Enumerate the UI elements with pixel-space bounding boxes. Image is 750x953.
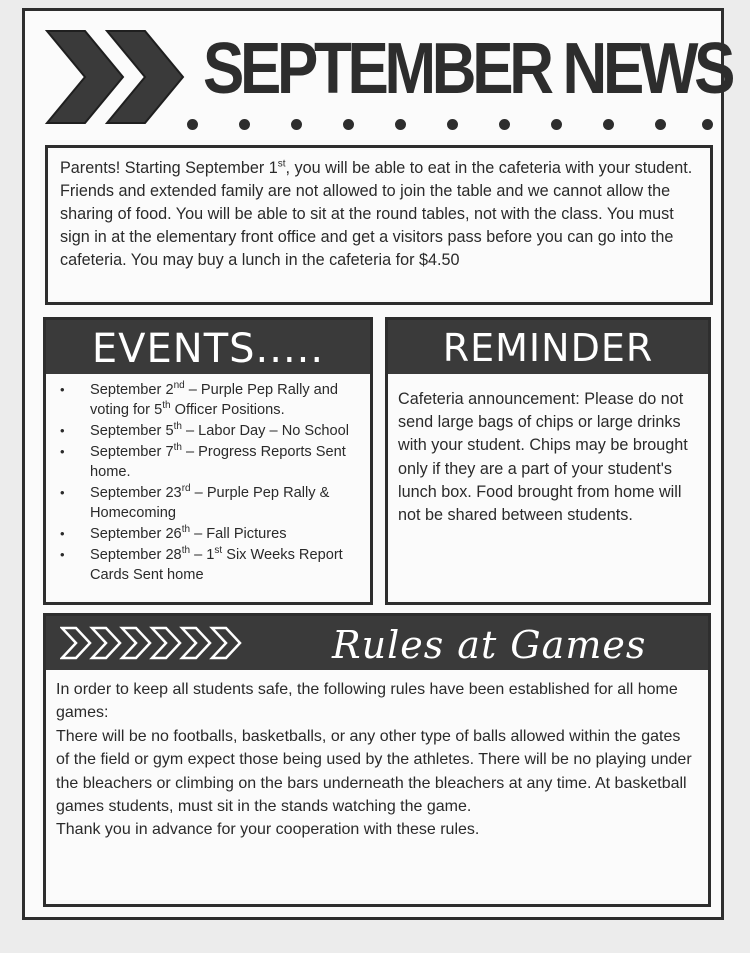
list-item: • September 23rd – Purple Pep Rally & Homecoming [60,483,330,521]
rules-heading: Rules at Games [332,623,647,667]
rules-box [43,613,711,907]
list-item: • September 2nd – Purple Pep Rally and voting for 5th Officer Positions. [60,380,339,418]
dotted-divider [187,115,707,133]
list-item: • September 28th – 1st Six Weeks Report Cards Sent home [60,545,343,583]
list-item: • September 5th – Labor Day – No School [60,421,350,439]
intro-text: Parents! Starting September 1st, you will be able to eat in the cafeteria with your student. Friends and extended family are not allowed to join the table and we cannot allow the sharing of food. You will be able to sit at the round tables, not with the class. You must sign in at the elementary front office and get a visitors pass before you can go into the cafeteria. You may buy a lunch in the cafeteria for $4.50 [60,158,693,269]
reminder-text: Cafeteria announcement: Please do not send large bags of chips or large drinks with your student. Chips may be brought only if they are a part of your student's lunch box. Food brought from home will not be shared between students. [398,390,688,525]
double-chevron-icon [43,21,193,133]
rules-header [46,616,708,670]
arrow-row-icon [60,625,250,661]
rules-paragraph: Thank you in advance for your cooperation with these rules. [56,821,480,839]
rules-paragraph: In order to keep all students safe, the following rules have been established for all home games: [56,681,678,722]
reminder-box [385,317,711,605]
events-list [46,380,370,585]
rules-text [46,670,708,842]
list-item: • September 7th – Progress Reports Sent home. [60,442,346,480]
newsletter-page [22,8,732,920]
events-heading: EVENTS..... [46,320,370,374]
list-item: • September 26th – Fall Pictures [60,524,287,542]
rules-paragraph: There will be no footballs, basketballs, or any other type of balls allowed within the gates of the field or gym expect those being used by the athletes. There will be no playing under the bleachers or climbing on the bars underneath the bleachers at any time. At basketball games students, must sit in the stands watching the game. [56,727,692,816]
page-title: SEPTEMBER NEWS [203,29,732,109]
reminder-heading: REMINDER [388,320,708,374]
events-box [43,317,373,605]
cafeteria-intro-box [45,145,713,305]
